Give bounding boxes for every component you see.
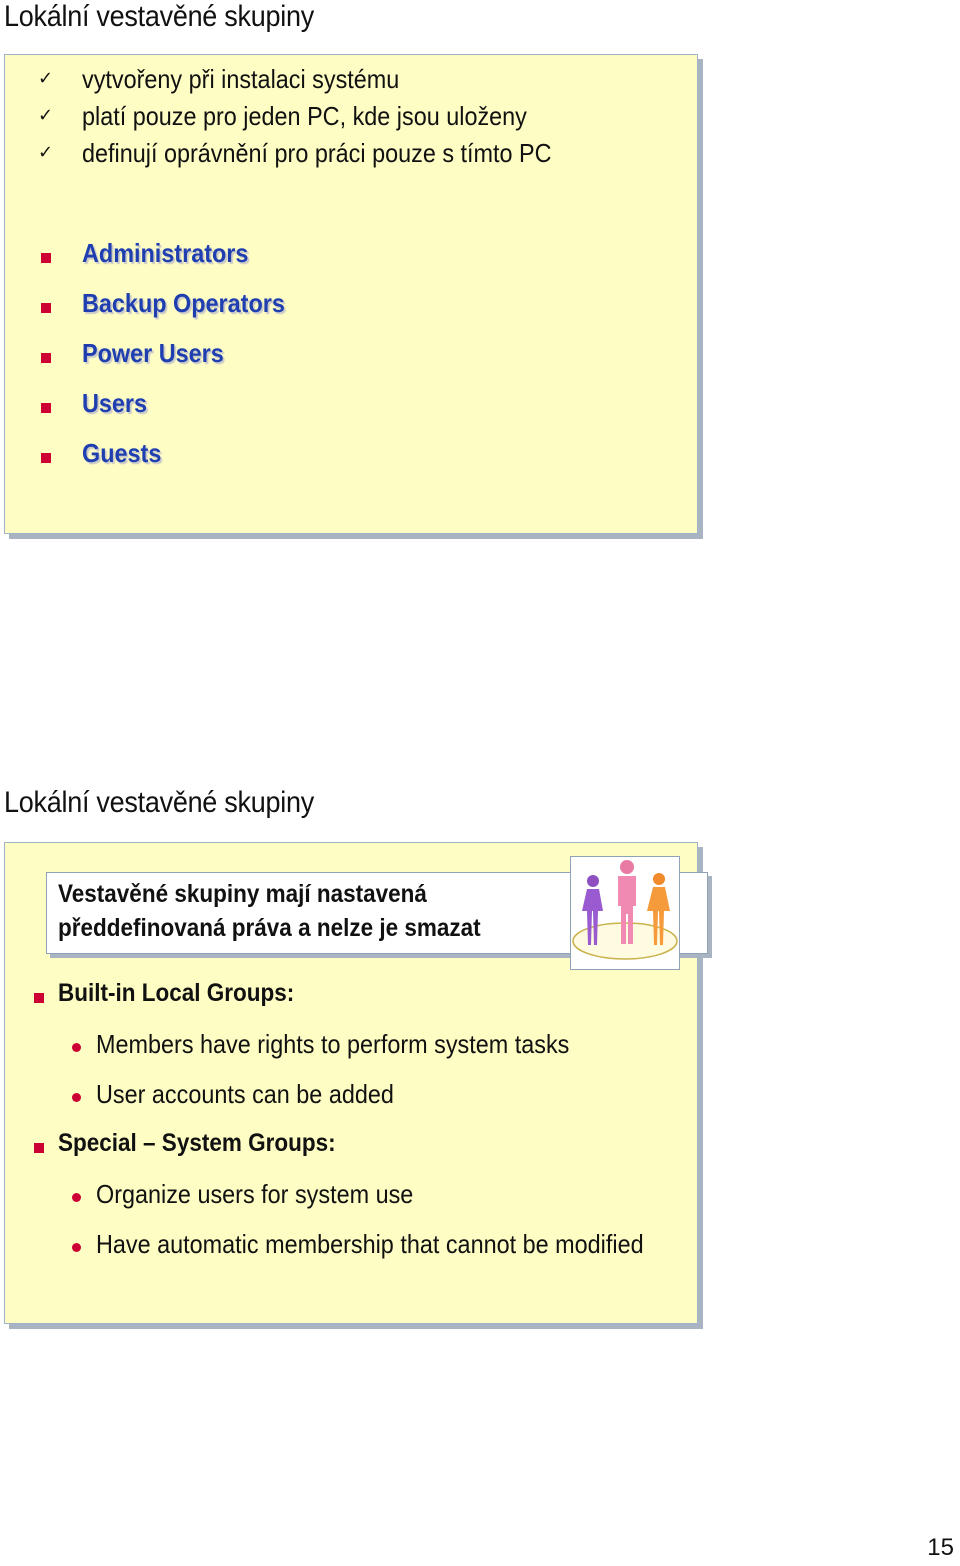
page-number: 15 (927, 1534, 954, 1561)
section-heading-special: Special – System Groups: (58, 1129, 336, 1157)
group-item-users: Users (82, 388, 148, 418)
square-bullet-icon (41, 253, 51, 263)
check-item: vytvořeny při instalaci systému (82, 64, 400, 94)
section-heading-built-in: Built-in Local Groups: (58, 979, 295, 1007)
checkmark-icon: ✓ (38, 105, 54, 126)
round-bullet-icon (72, 1093, 81, 1102)
square-bullet-icon (41, 303, 51, 313)
group-item-administrators: Administrators (82, 238, 249, 268)
round-bullet-icon (72, 1043, 81, 1052)
round-bullet-icon (72, 1193, 81, 1202)
group-item-guests: Guests (82, 438, 162, 468)
round-bullet-icon (72, 1243, 81, 1252)
callout-line: Vestavěné skupiny mají nastavená (58, 880, 427, 908)
group-item-power-users: Power Users (82, 338, 224, 368)
checkmark-icon: ✓ (38, 142, 54, 163)
square-bullet-icon (34, 1143, 44, 1153)
list-item: Members have rights to perform system tasks (96, 1029, 570, 1059)
checkmark-icon: ✓ (38, 68, 54, 89)
callout-line: předdefinovaná práva a nelze je smazat (58, 914, 481, 942)
slide-1-title: Lokální vestavěné skupiny (4, 0, 314, 33)
list-item: Have automatic membership that cannot be modified (96, 1229, 644, 1259)
square-bullet-icon (41, 403, 51, 413)
check-item: definují oprávnění pro práci pouze s tímto PC (82, 138, 552, 168)
square-bullet-icon (34, 993, 44, 1003)
slide-2-title: Lokální vestavěné skupiny (4, 786, 314, 819)
group-of-people-icon (570, 856, 680, 970)
square-bullet-icon (41, 453, 51, 463)
group-item-backup-operators: Backup Operators (82, 288, 285, 318)
square-bullet-icon (41, 353, 51, 363)
list-item: User accounts can be added (96, 1079, 394, 1109)
list-item: Organize users for system use (96, 1179, 414, 1209)
check-item: platí pouze pro jeden PC, kde jsou uloženy (82, 101, 527, 131)
